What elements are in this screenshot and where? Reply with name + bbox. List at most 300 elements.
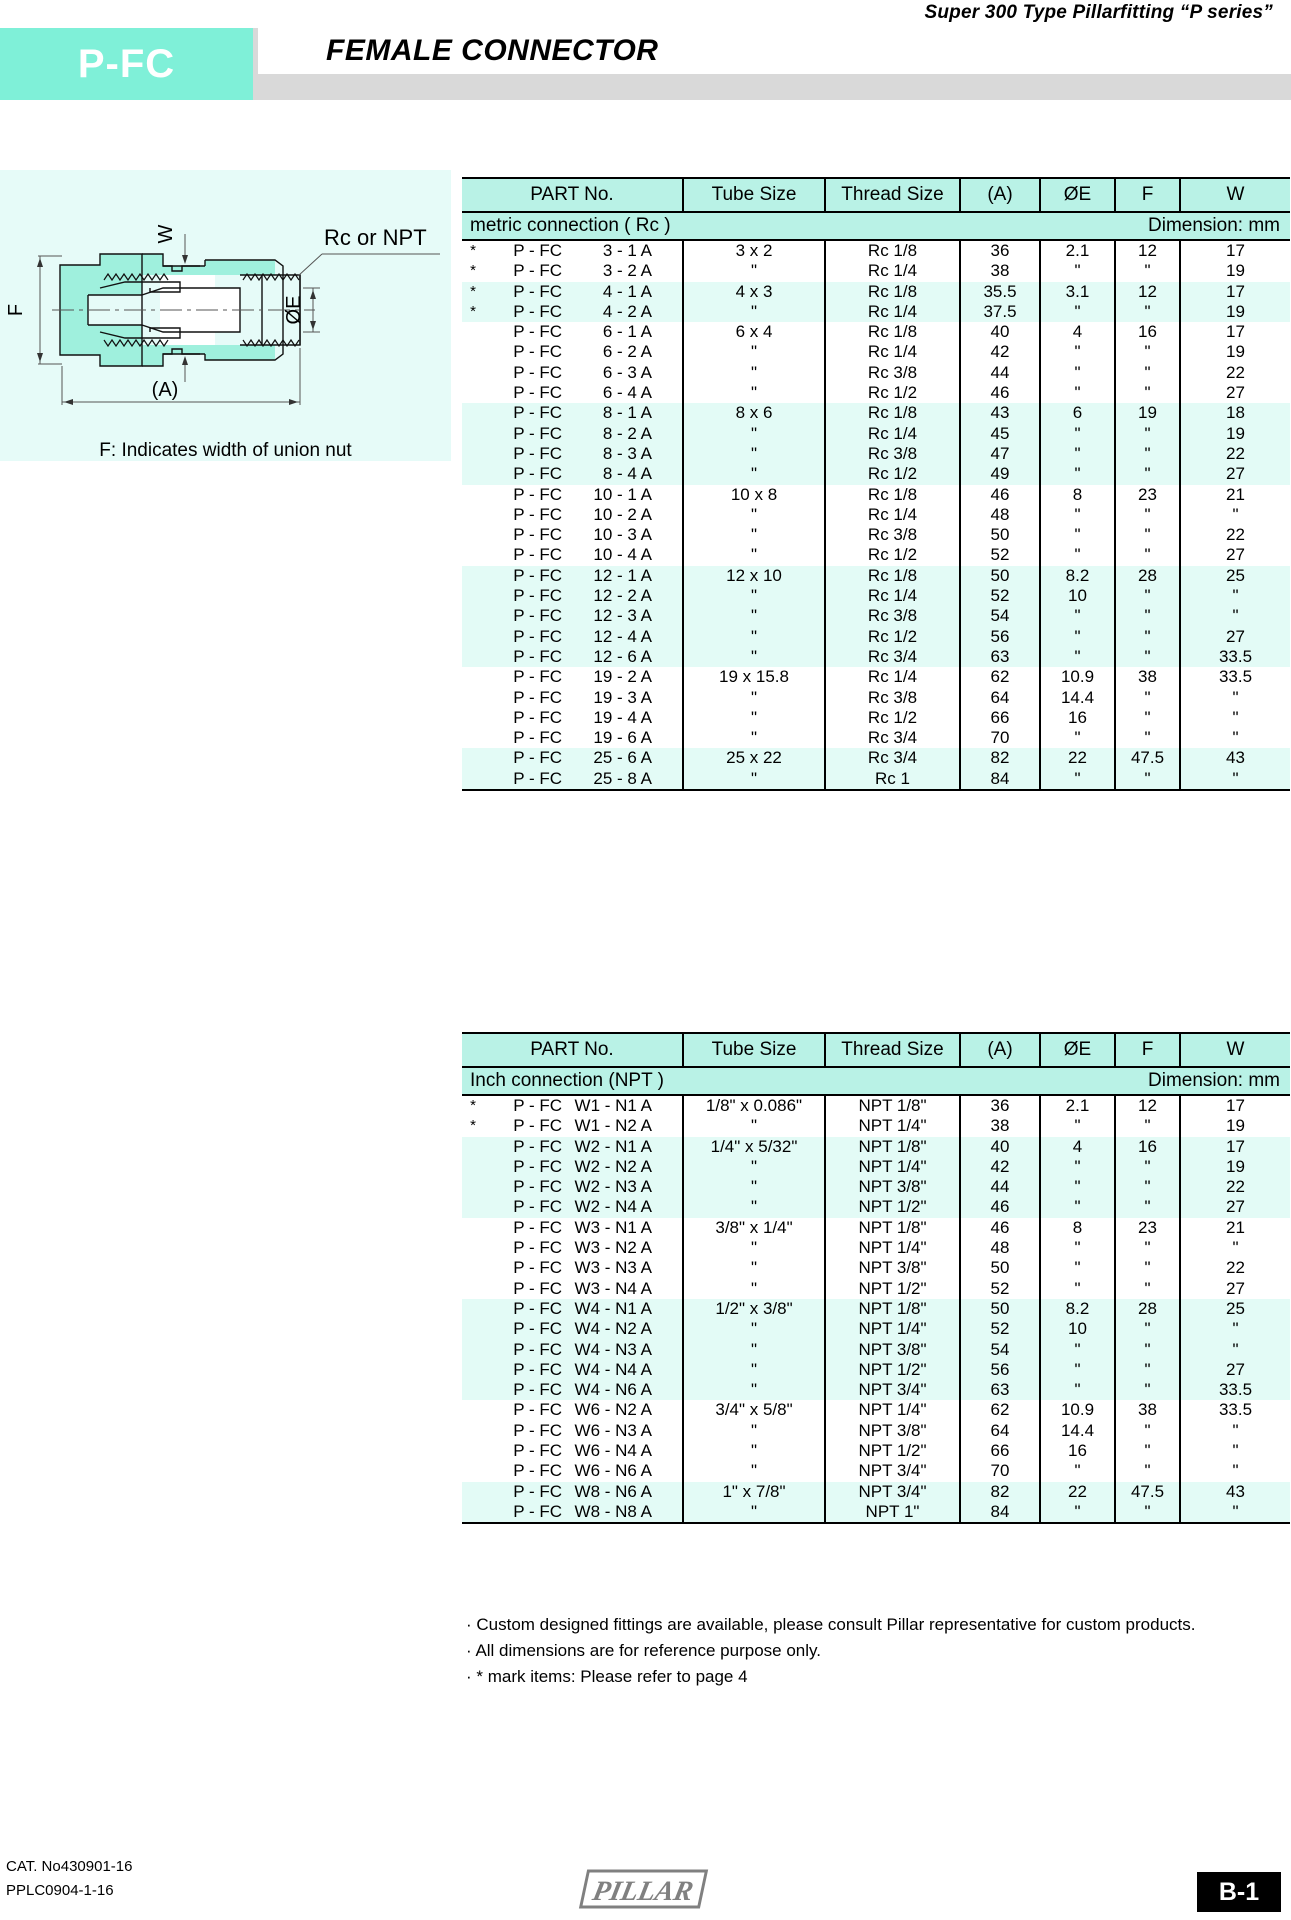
note-line: · * mark items: Please refer to page 4	[466, 1667, 748, 1686]
row-dim-a: 66	[960, 708, 1040, 728]
table-row	[462, 485, 1290, 505]
row-dim-e: "	[1040, 627, 1115, 647]
row-tube-size: 25 x 22	[683, 748, 825, 768]
row-star-mark	[462, 464, 484, 484]
row-dim-w: 21	[1180, 485, 1290, 505]
row-dim-w: 33.5	[1180, 1400, 1290, 1420]
row-dim-e: "	[1040, 342, 1115, 362]
row-dim-a: 63	[960, 647, 1040, 667]
row-dim-e: 8.2	[1040, 1299, 1115, 1319]
row-dim-w: "	[1180, 606, 1290, 626]
row-part-prefix: P - FC	[484, 627, 568, 647]
row-dim-w: 22	[1180, 444, 1290, 464]
row-dim-e: "	[1040, 444, 1115, 464]
row-tube-size: "	[683, 1238, 825, 1258]
row-dim-w: "	[1180, 1421, 1290, 1441]
row-dim-a: 47	[960, 444, 1040, 464]
col-header-w: W	[1180, 1033, 1290, 1067]
row-dim-a: 37.5	[960, 302, 1040, 322]
note-line: · All dimensions are for reference purpose only.	[466, 1641, 821, 1660]
row-thread-size: NPT 1/2"	[825, 1360, 960, 1380]
table-row	[462, 748, 1290, 768]
table-row	[462, 1095, 1290, 1116]
row-dim-e: "	[1040, 1177, 1115, 1197]
row-part-prefix: P - FC	[513, 322, 562, 342]
dimension-note: Dimension: mm	[960, 1067, 1290, 1095]
row-dim-a: 38	[960, 1116, 1040, 1136]
row-dim-f: "	[1115, 1157, 1180, 1177]
row-dim-w: 27	[1180, 464, 1290, 484]
row-dim-w: 17	[1180, 1095, 1290, 1116]
row-dim-f: "	[1115, 363, 1180, 383]
row-thread-size: Rc 1/2	[825, 708, 960, 728]
row-part-prefix: P - FC	[484, 282, 568, 302]
table-row	[462, 1360, 1290, 1380]
row-dim-w: 33.5	[1180, 1380, 1290, 1400]
row-dim-f: "	[1115, 1502, 1180, 1523]
row-part-size: 10 - 2 A	[593, 504, 652, 524]
col-header-threadsize: Thread Size	[825, 1033, 960, 1067]
table-row	[462, 1502, 1290, 1523]
row-dim-e: "	[1040, 728, 1115, 748]
row-star-mark	[462, 322, 484, 342]
row-tube-size: "	[683, 302, 825, 322]
row-dim-e: "	[1040, 1380, 1115, 1400]
row-thread-size: Rc 1/4	[825, 667, 960, 687]
table-row	[462, 464, 1290, 484]
table-row	[462, 1279, 1290, 1299]
row-thread-size: Rc 1/8	[825, 282, 960, 302]
row-thread-size: Rc 3/8	[825, 363, 960, 383]
row-dim-w: 19	[1180, 342, 1290, 362]
row-tube-size: "	[683, 1441, 825, 1461]
row-dim-a: 40	[960, 322, 1040, 342]
row-part-size: W3 - N3 A	[574, 1258, 652, 1278]
row-part-prefix: P - FC	[484, 302, 568, 322]
table-row	[462, 1238, 1290, 1258]
row-dim-a: 46	[960, 485, 1040, 505]
note-line: · Custom designed fittings are available, please consult Pillar representative for custom products.	[466, 1615, 1196, 1634]
row-dim-e: "	[1040, 1116, 1115, 1136]
row-part-size: 25 - 8 A	[568, 769, 683, 790]
row-part-prefix: P - FC	[513, 1217, 562, 1237]
row-dim-f: "	[1115, 1238, 1180, 1258]
row-dim-w: 43	[1180, 1482, 1290, 1502]
row-part-prefix: P - FC	[484, 444, 568, 464]
row-dim-a: 52	[960, 1319, 1040, 1339]
row-dim-a: 84	[960, 1502, 1040, 1523]
row-part-prefix: P - FC	[484, 1340, 568, 1360]
catalog-number: CAT. No430901-16	[6, 1858, 133, 1875]
row-thread-size: Rc 1/4	[825, 424, 960, 444]
row-part-size: 3 - 1 A	[602, 241, 652, 260]
row-dim-e: "	[1040, 424, 1115, 444]
row-dim-w: "	[1180, 1340, 1290, 1360]
row-dim-e: "	[1040, 261, 1115, 281]
row-dim-a: 56	[960, 627, 1040, 647]
table-row	[462, 1177, 1290, 1197]
table-row	[462, 728, 1290, 748]
product-drawing-panel	[0, 170, 451, 461]
row-thread-size: NPT 1/4"	[825, 1116, 960, 1136]
row-dim-f: 47.5	[1115, 748, 1180, 768]
row-dim-e: "	[1040, 1360, 1115, 1380]
row-part-size: W2 - N3 A	[568, 1177, 683, 1197]
row-star-mark	[462, 342, 484, 362]
row-part-size: W2 - N1 A	[568, 1137, 683, 1157]
row-dim-a: 63	[960, 1380, 1040, 1400]
row-dim-e: "	[1040, 769, 1115, 790]
row-dim-e: 14.4	[1040, 1421, 1115, 1441]
row-tube-size: 8 x 6	[683, 403, 825, 423]
row-star-mark	[462, 1502, 484, 1523]
row-dim-f: "	[1115, 1461, 1180, 1481]
row-part-size: 3 - 2 A	[602, 261, 652, 281]
row-dim-a: 36	[960, 240, 1040, 261]
row-dim-w: 25	[1180, 566, 1290, 586]
row-tube-size: "	[683, 708, 825, 728]
row-dim-a: 64	[960, 688, 1040, 708]
product-code-label: P-FC	[77, 41, 176, 86]
row-tube-size: "	[683, 728, 825, 748]
table-row	[462, 383, 1290, 403]
row-star-mark: *	[462, 302, 484, 322]
row-part-size: 19 - 2 A	[593, 667, 652, 687]
table-row	[462, 1482, 1290, 1502]
row-part-size: W4 - N4 A	[568, 1360, 683, 1380]
col-header-e: ØE	[1040, 178, 1115, 212]
row-star-mark	[462, 1319, 484, 1339]
row-dim-e: "	[1040, 1340, 1115, 1360]
row-dim-e: "	[1040, 1157, 1115, 1177]
row-star-mark	[462, 1421, 484, 1441]
row-dim-e: "	[1040, 1279, 1115, 1299]
row-thread-size: NPT 3/4"	[825, 1482, 960, 1502]
row-dim-w: 43	[1180, 748, 1290, 768]
row-part-prefix: P - FC	[513, 1400, 562, 1420]
row-star-mark	[462, 1299, 484, 1319]
row-dim-f: "	[1115, 342, 1180, 362]
row-dim-f: 23	[1115, 1218, 1180, 1238]
row-dim-f: 28	[1115, 1299, 1180, 1319]
row-thread-size: NPT 1/4"	[825, 1238, 960, 1258]
row-tube-size: "	[683, 1340, 825, 1360]
row-dim-w: "	[1180, 728, 1290, 748]
row-dim-f: "	[1115, 505, 1180, 525]
row-thread-size: NPT 1/2"	[825, 1441, 960, 1461]
thread-callout-label: Rc or NPT	[324, 225, 427, 250]
table-row	[462, 1400, 1290, 1420]
row-thread-size: Rc 1/4	[825, 342, 960, 362]
row-tube-size: "	[683, 627, 825, 647]
row-dim-a: 62	[960, 1400, 1040, 1420]
row-dim-w: "	[1180, 1502, 1290, 1523]
table-row	[462, 647, 1290, 667]
row-dim-f: "	[1115, 1279, 1180, 1299]
row-dim-w: 19	[1180, 302, 1290, 322]
page-title-box	[258, 28, 1291, 74]
row-part-size: W8 - N6 A	[568, 1482, 683, 1502]
row-dim-f: "	[1115, 1116, 1180, 1136]
row-part-prefix: P - FC	[484, 606, 568, 626]
table-row	[462, 302, 1290, 322]
row-part-prefix: P - FC	[513, 1461, 562, 1481]
row-part-prefix: P - FC	[513, 342, 562, 362]
row-dim-e: "	[1040, 606, 1115, 626]
row-dim-f: "	[1115, 728, 1180, 748]
row-star-mark	[462, 1157, 484, 1177]
row-dim-a: 70	[960, 1461, 1040, 1481]
row-tube-size: "	[683, 444, 825, 464]
row-part-size: 19 - 3 A	[593, 687, 652, 707]
row-dim-a: 62	[960, 667, 1040, 687]
table-header-row	[462, 1033, 1290, 1067]
row-star-mark: *	[470, 1117, 476, 1135]
row-dim-f: "	[1115, 1441, 1180, 1461]
dimension-note: Dimension: mm	[960, 212, 1290, 240]
row-dim-w: 33.5	[1180, 647, 1290, 667]
row-part-prefix: P - FC	[513, 1096, 562, 1115]
table-subheader-row	[462, 212, 1290, 240]
row-dim-f: "	[1115, 769, 1180, 790]
row-dim-a: 54	[960, 606, 1040, 626]
row-part-prefix: P - FC	[513, 667, 562, 687]
row-dim-w: 22	[1180, 363, 1290, 383]
row-dim-a: 66	[960, 1441, 1040, 1461]
notes-block	[466, 1612, 1291, 1690]
row-dim-e: "	[1040, 505, 1115, 525]
row-part-size: 19 - 6 A	[593, 728, 652, 748]
row-part-size: 12 - 1 A	[568, 566, 683, 586]
row-part-prefix: P - FC	[484, 1360, 568, 1380]
row-dim-f: "	[1115, 424, 1180, 444]
row-star-mark	[462, 606, 484, 626]
row-part-prefix: P - FC	[484, 1157, 568, 1177]
row-thread-size: Rc 1/2	[825, 464, 960, 484]
table-row	[462, 424, 1290, 444]
row-part-prefix: P - FC	[484, 1502, 568, 1523]
row-part-size: 12 - 3 A	[568, 606, 683, 626]
row-part-prefix: P - FC	[484, 464, 568, 484]
row-tube-size: "	[683, 1258, 825, 1278]
row-dim-w: 21	[1180, 1218, 1290, 1238]
row-thread-size: Rc 1/2	[825, 383, 960, 403]
row-star-mark	[462, 525, 484, 545]
row-dim-e: 8	[1040, 485, 1115, 505]
row-star-mark	[462, 403, 484, 423]
row-star-mark	[462, 667, 484, 687]
row-tube-size: "	[683, 647, 825, 667]
row-part-size: W8 - N8 A	[568, 1502, 683, 1523]
row-tube-size: 3 x 2	[683, 240, 825, 261]
row-dim-a: 40	[960, 1137, 1040, 1157]
diagram-caption: F: Indicates width of union nut	[99, 440, 352, 461]
row-part-prefix: P - FC	[484, 769, 568, 790]
row-dim-w: 33.5	[1180, 667, 1290, 687]
row-part-prefix: P - FC	[484, 424, 568, 444]
row-dim-w: 17	[1180, 322, 1290, 342]
page-number-label: B-1	[1218, 1877, 1260, 1906]
row-thread-size: Rc 3/8	[825, 525, 960, 545]
row-part-size: 8 - 3 A	[568, 444, 683, 464]
row-part-prefix: P - FC	[513, 1441, 562, 1461]
row-tube-size: 1/4" x 5/32"	[683, 1137, 825, 1157]
row-part-size: 6 - 3 A	[602, 362, 652, 382]
row-part-prefix: P - FC	[513, 525, 562, 545]
document-number: PPLC0904-1-16	[6, 1882, 114, 1899]
row-thread-size: Rc 3/4	[825, 728, 960, 748]
row-thread-size: Rc 1	[825, 769, 960, 790]
col-header-threadsize: Thread Size	[825, 178, 960, 212]
page-number-badge	[1197, 1872, 1281, 1912]
row-tube-size: "	[683, 1461, 825, 1481]
row-tube-size: "	[683, 1360, 825, 1380]
row-dim-w: "	[1180, 586, 1290, 606]
row-dim-f: 16	[1115, 322, 1180, 342]
row-part-size: 8 - 1 A	[568, 403, 683, 423]
row-dim-w: 19	[1180, 261, 1290, 281]
row-star-mark: *	[470, 242, 476, 259]
col-header-part-no: PART No.	[462, 178, 683, 212]
table-row	[462, 363, 1290, 383]
table-row	[462, 1340, 1290, 1360]
row-dim-w: 27	[1180, 1279, 1290, 1299]
row-thread-size: NPT 3/8"	[825, 1177, 960, 1197]
row-dim-a: 84	[960, 769, 1040, 790]
table-row	[462, 688, 1290, 708]
row-part-prefix: P - FC	[513, 241, 562, 260]
row-dim-f: 38	[1115, 1400, 1180, 1420]
row-dim-w: 19	[1180, 424, 1290, 444]
row-part-size: W3 - N1 A	[574, 1217, 652, 1237]
row-dim-e: "	[1040, 525, 1115, 545]
row-thread-size: NPT 3/4"	[825, 1461, 960, 1481]
row-star-mark: *	[470, 1097, 476, 1114]
row-thread-size: NPT 1"	[825, 1502, 960, 1523]
row-dim-f: "	[1115, 1197, 1180, 1217]
row-thread-size: NPT 1/8"	[825, 1299, 960, 1319]
row-dim-w: "	[1180, 1238, 1290, 1258]
row-dim-e: 22	[1040, 748, 1115, 768]
row-part-prefix: P - FC	[484, 403, 568, 423]
row-dim-a: 44	[960, 1177, 1040, 1197]
row-dim-f: "	[1115, 647, 1180, 667]
col-header-e: ØE	[1040, 1033, 1115, 1067]
row-part-prefix: P - FC	[513, 383, 562, 403]
row-tube-size: "	[683, 545, 825, 565]
row-part-prefix: P - FC	[484, 748, 568, 768]
row-dim-f: "	[1115, 261, 1180, 281]
row-dim-w: "	[1180, 1461, 1290, 1481]
row-part-size: 4 - 1 A	[568, 282, 683, 302]
table-row	[462, 525, 1290, 545]
product-code-box	[0, 28, 253, 100]
row-dim-e: 10.9	[1040, 1400, 1115, 1420]
row-dim-e: 8	[1040, 1218, 1115, 1238]
row-part-size: 12 - 6 A	[568, 647, 683, 667]
row-dim-f: 19	[1115, 403, 1180, 423]
col-header-w: W	[1180, 178, 1290, 212]
row-tube-size: "	[683, 769, 825, 790]
row-part-prefix: P - FC	[484, 1137, 568, 1157]
row-part-prefix: P - FC	[513, 362, 562, 382]
row-dim-e: "	[1040, 1197, 1115, 1217]
row-dim-f: "	[1115, 708, 1180, 728]
row-dim-e: 14.4	[1040, 688, 1115, 708]
row-thread-size: NPT 1/4"	[825, 1157, 960, 1177]
row-star-mark	[462, 444, 484, 464]
row-tube-size: 10 x 8	[683, 485, 825, 505]
row-dim-e: "	[1040, 1238, 1115, 1258]
row-tube-size: 1" x 7/8"	[683, 1482, 825, 1502]
row-dim-f: 12	[1115, 240, 1180, 261]
row-part-size: 10 - 1 A	[593, 484, 652, 504]
row-dim-w: 27	[1180, 545, 1290, 565]
row-dim-e: "	[1040, 1461, 1115, 1481]
row-dim-f: "	[1115, 688, 1180, 708]
row-dim-e: 10	[1040, 586, 1115, 606]
row-part-prefix: P - FC	[513, 687, 562, 707]
table-row	[462, 444, 1290, 464]
row-part-prefix: P - FC	[484, 1380, 568, 1400]
row-dim-a: 54	[960, 1340, 1040, 1360]
row-part-size: 19 - 4 A	[593, 707, 652, 727]
dimension-label-e: ØE	[283, 295, 305, 325]
row-part-prefix: P - FC	[484, 1319, 568, 1339]
row-star-mark	[462, 1380, 484, 1400]
row-part-size: W1 - N1 A	[574, 1096, 652, 1115]
row-star-mark	[462, 566, 484, 586]
row-dim-w: "	[1180, 1441, 1290, 1461]
row-part-prefix: P - FC	[513, 1238, 562, 1258]
row-star-mark	[462, 363, 484, 383]
row-dim-e: "	[1040, 383, 1115, 403]
row-star-mark: *	[462, 282, 484, 302]
row-part-size: 8 - 2 A	[568, 424, 683, 444]
row-part-size: W6 - N3 A	[574, 1420, 652, 1440]
row-dim-f: "	[1115, 586, 1180, 606]
row-star-mark	[462, 505, 484, 525]
row-part-size: 10 - 4 A	[593, 545, 652, 565]
row-tube-size: "	[683, 1279, 825, 1299]
row-dim-w: "	[1180, 708, 1290, 728]
row-dim-a: 43	[960, 403, 1040, 423]
row-dim-e: 4	[1040, 1137, 1115, 1157]
row-dim-e: "	[1040, 302, 1115, 322]
row-part-size: 12 - 4 A	[568, 627, 683, 647]
row-tube-size: "	[683, 464, 825, 484]
row-star-mark	[462, 627, 484, 647]
row-part-prefix: P - FC	[484, 586, 568, 606]
row-thread-size: Rc 1/8	[825, 403, 960, 423]
row-star-mark	[462, 1197, 484, 1217]
row-part-size: W4 - N3 A	[568, 1340, 683, 1360]
row-tube-size: "	[683, 525, 825, 545]
row-dim-a: 70	[960, 728, 1040, 748]
row-tube-size: "	[683, 586, 825, 606]
row-part-prefix: P - FC	[513, 504, 562, 524]
row-part-size: 4 - 2 A	[568, 302, 683, 322]
row-tube-size: "	[683, 1319, 825, 1339]
table-row	[462, 1421, 1290, 1441]
row-dim-a: 48	[960, 1238, 1040, 1258]
row-star-mark	[462, 1482, 484, 1502]
row-tube-size: 1/8" x 0.086"	[683, 1095, 825, 1116]
row-part-prefix: P - FC	[513, 484, 562, 504]
row-tube-size: "	[683, 1157, 825, 1177]
row-thread-size: NPT 1/4"	[825, 1400, 960, 1420]
row-part-size: 6 - 4 A	[602, 383, 652, 403]
